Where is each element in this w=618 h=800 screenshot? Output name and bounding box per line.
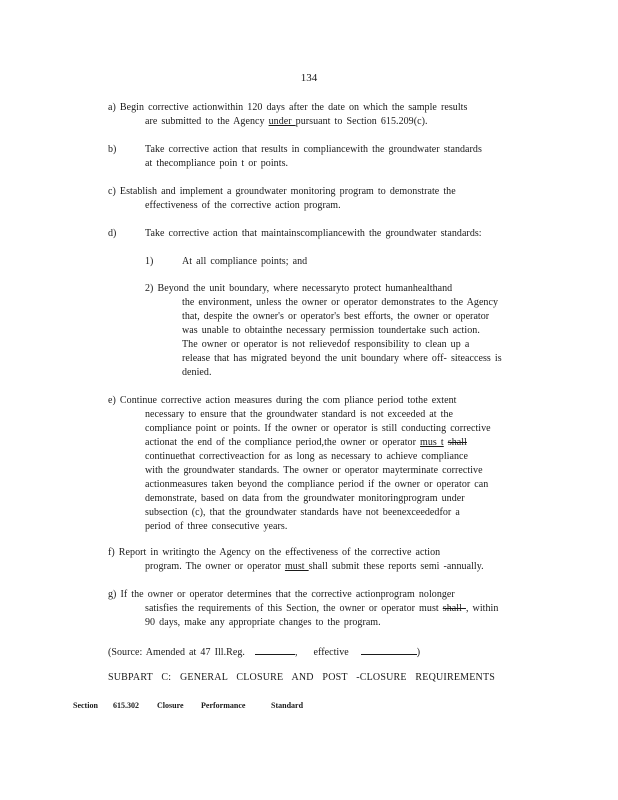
section-title-word-3: Standard	[271, 701, 304, 710]
item-e-underlined-insert: mus t	[420, 437, 444, 448]
item-b-line-2: at thecompliance poin t or points.	[145, 158, 289, 169]
source-separator: ,	[294, 647, 298, 658]
item-e-strikethrough-deletion: shall	[447, 437, 467, 448]
item-c-line-1: c) Establish and implement a groundwater monitoring program to demonstrate the	[108, 186, 456, 197]
item-b-line-1: Take corrective action that results in compliancewith the groundwater standards	[145, 144, 482, 155]
item-e-line-10: period of three consecutive years.	[145, 521, 288, 532]
source-note	[108, 644, 420, 660]
item-e-line-3: compliance point or points. If the owner or operator is still conducting corrective	[145, 423, 491, 434]
item-d-sub1-text: At all compliance points; and	[182, 256, 308, 267]
date-blank-2	[361, 644, 417, 655]
item-d-sub2-line-4: was unable to obtainthe necessary permission toundertake such action.	[182, 325, 480, 336]
item-e-line-5: continuethat correctiveaction for as long as necessary to achieve compliance	[145, 451, 468, 462]
item-c-line-2: effectiveness of the corrective action program.	[145, 200, 341, 211]
item-d-sub2-line-1: 2) Beyond the unit boundary, where necessaryto protect humanhealthand	[145, 283, 453, 294]
section-title-word-2: Performance	[201, 701, 246, 710]
page-number: 134	[300, 72, 318, 84]
item-f-line-1: f) Report in writingto the Agency on the effectiveness of the corrective action	[108, 547, 441, 558]
item-g-text-1: satisfies the requirements of this Section, the owner or operator must	[145, 603, 443, 614]
item-e-line-8: demonstrate, based on data from the groundwater monitoringprogram under	[145, 493, 465, 504]
item-e-line-9: subsection (c), that the groundwater standards have not beenexceededfor a	[145, 507, 460, 518]
section-title-word-1: Closure	[157, 701, 184, 710]
item-f-underlined-insert: must	[284, 561, 309, 572]
item-f-text-1: program. The owner or operator	[145, 561, 285, 572]
item-e-line-7: actionmeasures taken beyond the compliance period if the owner or operator can	[145, 479, 489, 490]
item-e-line-1: e) Continue corrective action measures during the com pliance period tothe extent	[108, 395, 457, 406]
item-a-underlined-insert: under	[268, 116, 296, 127]
item-d-line-1: Take corrective action that maintainscompliancewith the groundwater standards:	[145, 228, 482, 239]
item-e-line-4	[145, 436, 467, 450]
item-f-line-2	[145, 560, 484, 574]
subpart-heading: SUBPART C: GENERAL CLOSURE AND POST -CLOSURE REQUIREMENTS	[108, 672, 496, 683]
item-d-label: d)	[108, 228, 117, 239]
item-d-sub2-line-6: release that has migrated beyond the unit boundary where off- siteaccess is	[182, 353, 502, 364]
item-b-label: b)	[108, 144, 117, 155]
item-d-sub1-label: 1)	[145, 256, 154, 267]
item-d-sub2-line-7: denied.	[182, 367, 212, 378]
item-f-text-2: shall submit these reports semi -annually.	[308, 561, 484, 572]
source-prefix: (Source: Amended at 47 Ill.Reg.	[108, 647, 245, 658]
item-d-sub2-line-3: that, despite the owner's or operator's best efforts, the owner or operator	[182, 311, 490, 322]
section-word: Section	[73, 701, 98, 710]
item-e-line-6: with the groundwater standards. The owner or operator mayterminate corrective	[145, 465, 483, 476]
item-a-line-2	[145, 115, 428, 129]
item-g-text-2: , within	[465, 603, 499, 614]
source-effective: effective	[313, 647, 349, 658]
item-g-line-1: g) If the owner or operator determines that the corrective actionprogram nolonger	[108, 589, 455, 600]
item-g-line-3: 90 days, make any appropriate changes to the program.	[145, 617, 381, 628]
source-close: )	[416, 647, 421, 658]
section-number: 615.302	[113, 701, 139, 710]
item-a-line-1: a) Begin corrective actionwithin 120 days after the date on which the sample results	[108, 102, 468, 113]
item-e-text: actionat the end of the compliance period,the owner or operator	[145, 437, 421, 448]
item-d-sub2-line-2: the environment, unless the owner or operator demonstrates to the Agency	[182, 297, 499, 308]
item-a-text-1: are submitted to the Agency	[145, 116, 269, 127]
date-blank-1	[255, 644, 295, 655]
item-g-strikethrough-deletion: shall	[442, 603, 466, 614]
item-g-line-2	[145, 602, 498, 616]
item-a-text-2: pursuant to Section 615.209(c).	[295, 116, 428, 127]
item-e-line-2: necessary to ensure that the groundwater standard is not exceeded at the	[145, 409, 454, 420]
item-d-sub2-line-5: The owner or operator is not relievedof responsibility to clean up a	[182, 339, 470, 350]
